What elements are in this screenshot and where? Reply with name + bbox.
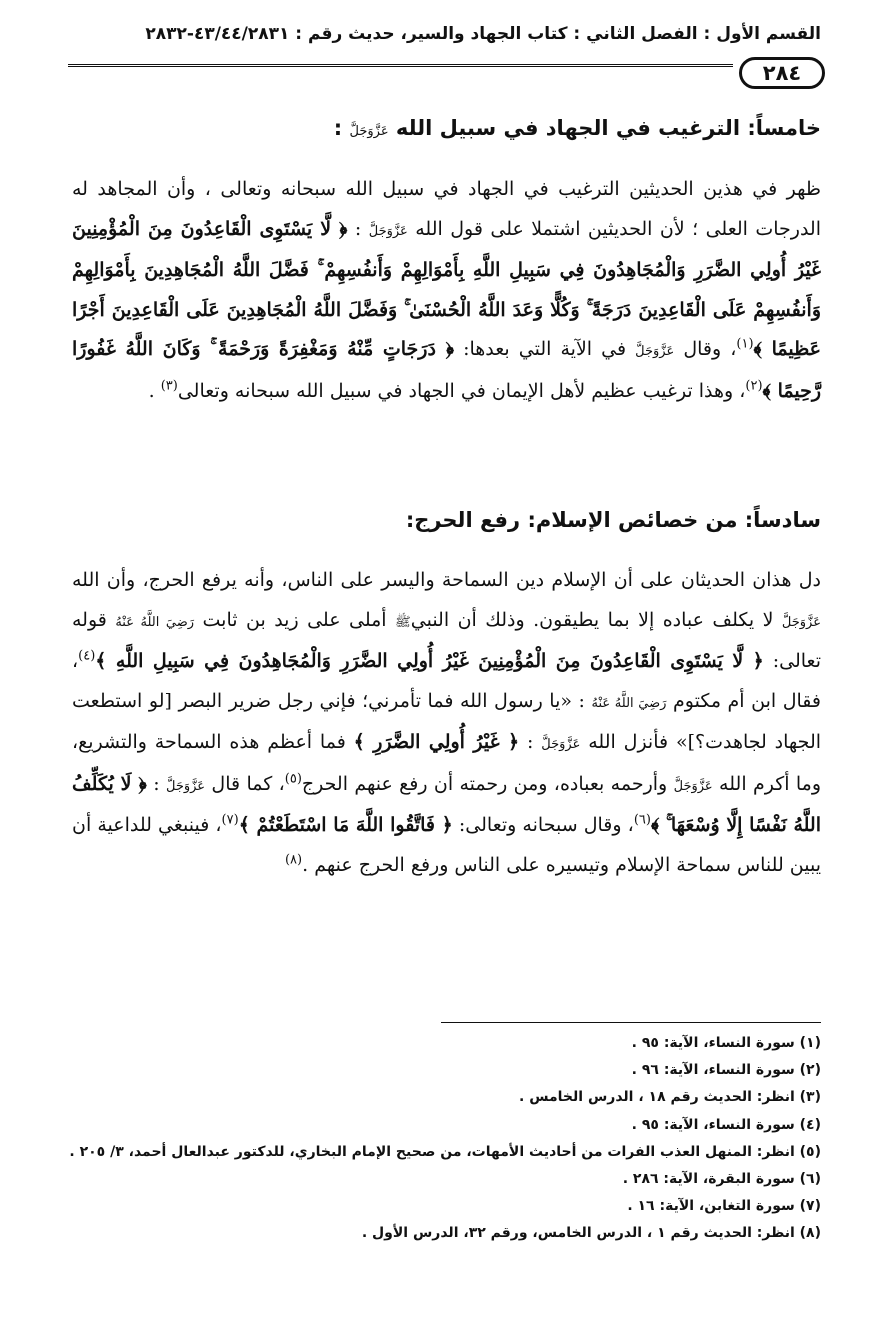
section-heading-5	[72, 116, 821, 140]
text: ، فقال ابن أم مكتوم	[72, 650, 822, 712]
running-header: القسم الأول : الفصل الثاني : كتاب الجهاد والسير، حديث رقم : ٤٣/٤٤/٢٨٣١-٢٨٣٢	[145, 24, 821, 44]
footnote: (٥) انظر: المنهل العذب الفرات من أحاديث الأمهات، من صحيح الإمام البخاري، للدكتور عبدالعال أحمد، ٣/ ٢٠٥ .	[69, 1143, 821, 1160]
honorific: عَزَّوَجَلَّ	[541, 737, 581, 752]
text: ظهر في هذين الحديثين الترغيب في الجهاد في سبيل الله سبحانه وتعالى ، وأن المجاهد له الدرجات العلى ؛ لأن الحديثين اشتملا على قول الله	[72, 178, 821, 240]
text: :	[519, 731, 542, 753]
honorific: رَضِيَ اللَّهُ عَنْهُ	[591, 695, 667, 711]
footnote: (٦) سورة البقرة، الآية: ٢٨٦ .	[622, 1171, 821, 1188]
footnote: (١) سورة النساء، الآية: ٩٥ .	[631, 1035, 821, 1051]
header-rule	[68, 64, 733, 67]
quran-verse: ﴿ لَّا يَسْتَوِى الْقَاعِدُونَ مِنَ الْمُؤْمِنِينَ غَيْرُ أُولِي الضَّرَرِ وَالْمُجَاهِدُونَ فِي سَبِيلِ اللَّهِ بِأَمْوَالِهِمْ وَأَنفُسِهِمْ ۚ فَضَّلَ اللَّهُ الْمُجَاهِدِينَ بِأَمْوَالِهِمْ وَأَنفُسِهِمْ عَلَى الْقَاعِدِينَ دَرَجَةً ۚ وَكُلًّا وَعَدَ اللَّهُ الْحُسْنَىٰ ۚ وَفَضَّلَ اللَّهُ الْمُجَاهِدِينَ عَلَى الْقَاعِدِينَ أَجْرًا عَظِيمًا ﴾	[72, 217, 822, 360]
text: وأرحمه بعباده، ومن رحمته أن رفع عنهم الحرج	[301, 772, 674, 795]
footnote-marker: (٣)	[160, 378, 178, 394]
section-heading-6: سادساً: من خصائص الإسلام: رفع الحرج:	[405, 508, 821, 532]
text: .	[302, 853, 315, 876]
honorific: رَضِيَ اللَّهُ عَنْهُ	[115, 614, 195, 630]
text: دل هذان الحديثان على أن الإسلام دين السماحة واليسر على الناس، وأنه يرفع الحرج، وأن الله	[72, 569, 821, 591]
paragraph-section-6	[72, 561, 821, 1001]
honorific: ﷺ	[395, 614, 411, 630]
text: .	[148, 379, 161, 402]
honorific: عَزَّوَجَلَّ	[781, 614, 821, 630]
text: ، وقال سبحانه وتعالى:	[452, 814, 634, 836]
footnote-marker: (٥)	[284, 771, 302, 787]
text: في الآية التي بعدها:	[454, 338, 636, 360]
text: ، كما قال	[211, 772, 285, 795]
footnote-marker: (٨)	[284, 852, 303, 868]
honorific: عَزَّوَجَلَّ	[368, 223, 408, 239]
footnote-marker: (٢)	[745, 378, 763, 394]
page-number: ٢٨٤	[739, 57, 825, 89]
quran-verse: ﴿ لَّا يَسْتَوِى الْقَاعِدُونَ مِنَ الْمُؤْمِنِينَ غَيْرُ أُولِي الضَّرَرِ وَالْمُجَاهِدُونَ فِي سَبِيلِ اللَّهِ ﴾	[95, 650, 764, 672]
footnote-marker: (٧)	[221, 812, 239, 828]
text: أملى على زيد بن ثابت	[202, 608, 396, 631]
footnote-marker: (٦)	[633, 812, 651, 828]
quran-verse: ﴿ فَاتَّقُوا اللَّهَ مَا اسْتَطَعْتُمْ ﴾	[238, 814, 453, 836]
footnote: (٨) انظر: الحديث رقم ١ ، الدرس الخامس، ورقم ٣٢، الدرس الأول .	[361, 1225, 821, 1242]
text: ، وقال	[683, 338, 737, 360]
text: ، فينبغي للداعية أن يبين للناس سماحة الإسلام وتيسيره على الناس ورفع الحرج عنهم	[72, 814, 821, 876]
text: فما أعظم هذه السماحة والتشريع، وما أكرم الله	[72, 731, 822, 795]
text: :	[347, 217, 369, 240]
heading-end: :	[333, 116, 350, 140]
footnote: (٣) انظر: الحديث رقم ١٨ ، الدرس الخامس .	[519, 1089, 821, 1106]
text: لا يكلف عباده إلا بما يطيقون. وذلك أن النبي	[410, 608, 782, 631]
footnote: (٧) سورة التغابن، الآية: ١٦ .	[627, 1198, 821, 1215]
footnote: (٢) سورة النساء، الآية: ٩٦ .	[631, 1062, 821, 1079]
footnote-marker: (٤)	[78, 648, 96, 664]
footnotes	[69, 1030, 821, 1248]
heading-text: خامساً: الترغيب في الجهاد في سبيل الله	[395, 116, 821, 140]
text: ، وهذا ترغيب عظيم لأهل الإيمان في الجهاد في سبيل الله سبحانه وتعالى	[177, 379, 746, 402]
quran-verse: ﴿ لَا يُكَلِّفُ اللَّهُ نَفْسًا إِلَّا وُسْعَهَا ۚ ﴾	[72, 772, 821, 836]
honorific: عَزَّوَجَلَّ	[349, 124, 389, 139]
text: : «يا رسول الله فما تأمرني؛ فإني رجل ضرير البصر [لو استطعت الجهاد لجاهدت؟]» فأنزل الله	[72, 689, 822, 753]
paragraph-section-5	[72, 170, 821, 500]
footnote-marker: (١)	[736, 336, 754, 352]
text: قوله تعالى:	[72, 608, 821, 672]
footnote: (٤) سورة النساء، الآية: ٩٥ .	[631, 1116, 821, 1133]
text: :	[146, 772, 166, 795]
honorific: عَزَّوَجَلَّ	[165, 778, 206, 794]
honorific: عَزَّوَجَلَّ	[673, 778, 713, 794]
footnote-separator	[441, 1022, 821, 1023]
quran-verse: ﴿ غَيْرُ أُولِي الضَّرَرِ ﴾	[353, 731, 520, 753]
honorific: عَزَّوَجَلَّ	[635, 344, 675, 359]
quran-verse: ﴿ دَرَجَاتٍ مِّنْهُ وَمَغْفِرَةً وَرَحْمَةً ۚ وَكَانَ اللَّهُ غَفُورًا رَّحِيمًا ﴾	[72, 338, 821, 402]
